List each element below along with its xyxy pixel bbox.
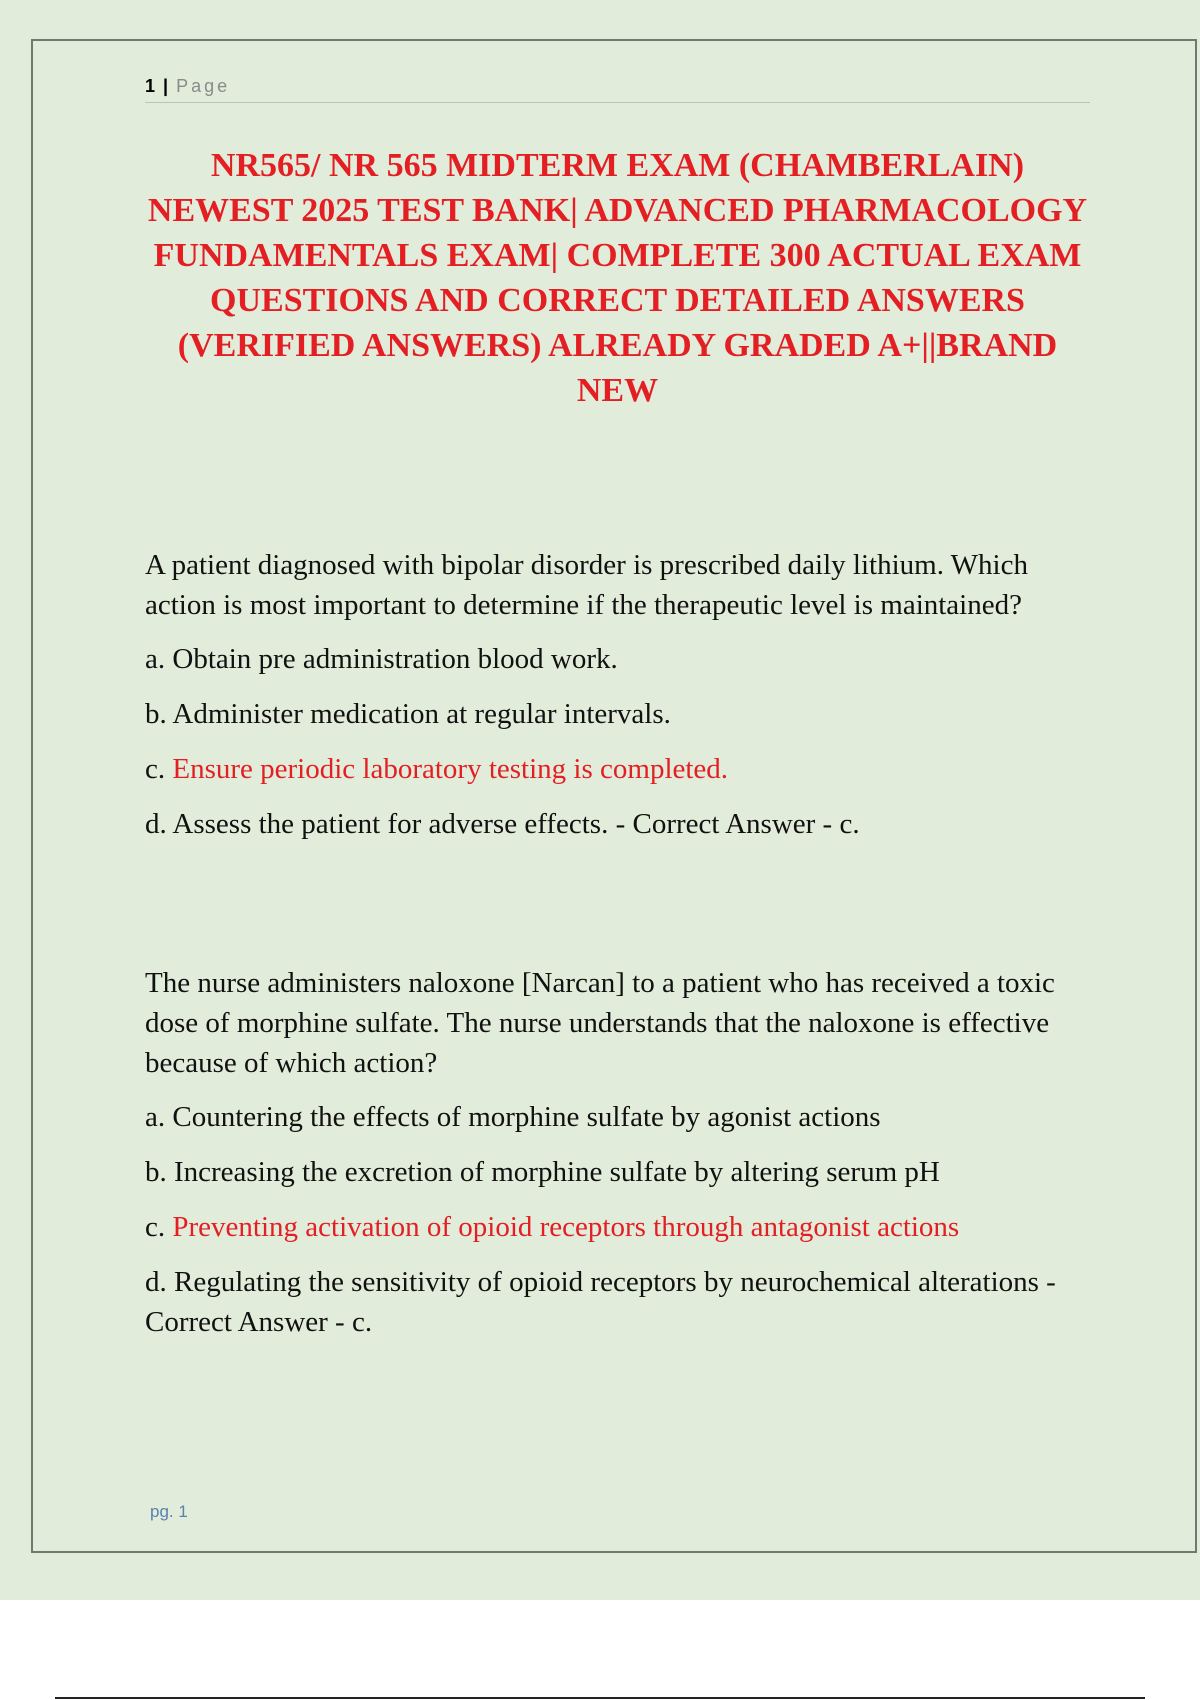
option-text: Obtain pre administration blood work. — [172, 643, 618, 675]
option-text: Increasing the excretion of morphine sulfate by altering serum pH — [174, 1156, 940, 1188]
option-d — [145, 804, 1090, 844]
option-text: Regulating the sensitivity of opioid receptors by neurochemical alterations - Correct Answer - c. — [145, 1266, 1056, 1338]
option-letter: d. — [145, 808, 167, 840]
option-letter: d. — [145, 1266, 167, 1298]
bottom-divider — [55, 1697, 1145, 1699]
option-letter: c. — [145, 1211, 166, 1243]
option-letter: b. — [145, 1156, 167, 1188]
option-text: Countering the effects of morphine sulfate by agonist actions — [172, 1101, 881, 1133]
correct-option-text: Ensure periodic laboratory testing is completed. — [172, 753, 729, 785]
option-letter: b. — [145, 698, 167, 730]
correct-option-text: Preventing activation of opioid receptors through antagonist actions — [172, 1211, 960, 1243]
option-a — [145, 639, 1090, 679]
question-stem: A patient diagnosed with bipolar disorder is prescribed daily lithium. Which action is most important to determine if the therapeutic level is maintained? — [145, 549, 1028, 621]
page-header — [145, 74, 1090, 103]
question-stem: The nurse administers naloxone [Narcan] to a patient who has received a toxic dose of morphine sulfate. The nurse understands that the naloxone is effective because of which action? — [145, 967, 1055, 1079]
option-letter: c. — [145, 753, 166, 785]
header-separator: | — [163, 76, 169, 96]
header-page-word: Page — [176, 76, 231, 96]
option-b — [145, 694, 1090, 734]
option-c-correct — [145, 749, 1090, 789]
option-c-correct — [145, 1207, 1090, 1247]
option-letter: a. — [145, 1101, 166, 1133]
option-letter: a. — [145, 643, 166, 675]
document-title: NR565/ NR 565 MIDTERM EXAM (CHAMBERLAIN) NEWEST 2025 TEST BANK| ADVANCED PHARMACOLOGY FUNDAMENTALS EXAM| COMPLETE 300 ACTUAL EXAM QUESTIONS AND CORRECT DETAILED ANSWERS (VERIFIED ANSWERS) ALREADY GRADED A+||BRAND NEW — [147, 147, 1088, 409]
header-page-number: 1 — [145, 76, 156, 96]
option-d — [145, 1262, 1090, 1342]
option-b — [145, 1152, 1090, 1192]
option-text: Administer medication at regular intervals. — [172, 698, 671, 730]
option-a — [145, 1097, 1090, 1137]
question-2 — [145, 963, 1090, 1357]
option-text: Assess the patient for adverse effects. - Correct Answer - c. — [172, 808, 860, 840]
question-1 — [145, 545, 1090, 859]
page-footer: pg. 1 — [150, 1502, 188, 1521]
